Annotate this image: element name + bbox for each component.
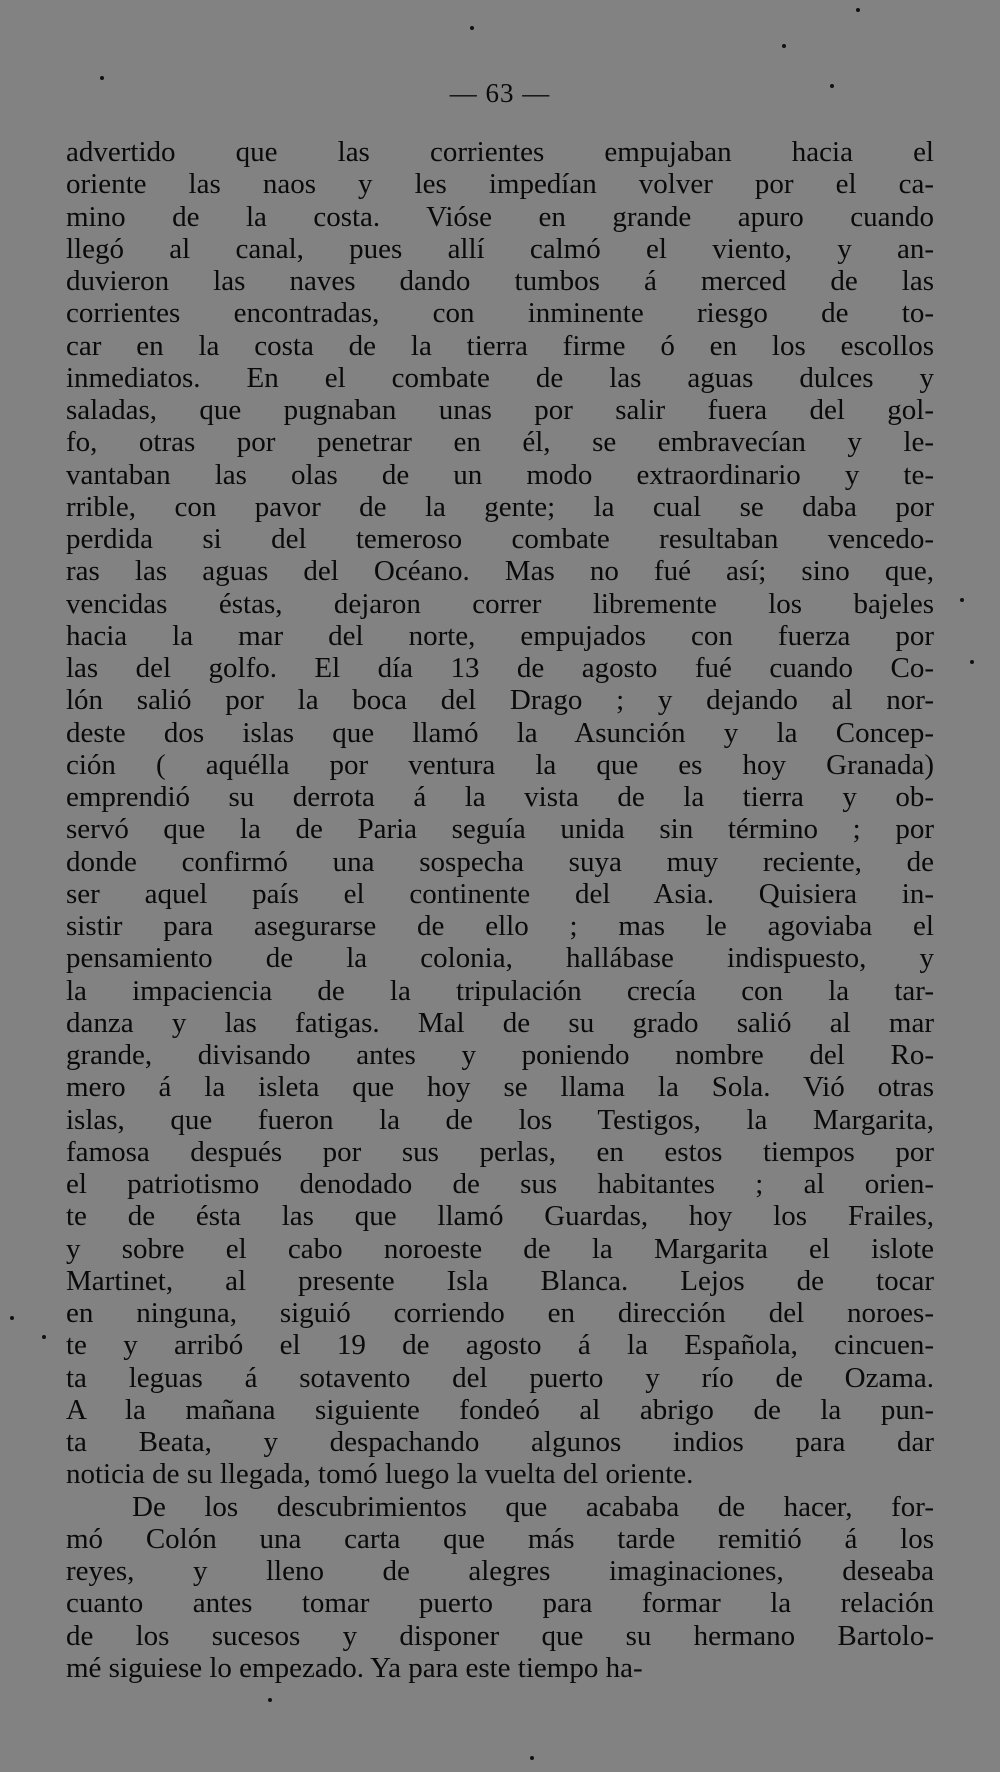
text-line: la impaciencia de la tripulación crecía con la tar- xyxy=(66,974,934,1007)
print-speck xyxy=(10,1316,14,1320)
text-line: ción ( aquélla por ventura la que es hoy Granada) xyxy=(66,748,934,781)
text-line: emprendió su derrota á la vista de la tierra y ob- xyxy=(66,781,934,813)
text-line: mero á la isleta que hoy se llama la Sola. Vió otras xyxy=(66,1071,934,1104)
text-line: donde confirmó una sospecha suya muy reciente, de xyxy=(66,845,934,878)
text-line: de los sucesos y disponer que su hermano Bartolo- xyxy=(66,1619,934,1652)
text-line: duvieron las naves dando tumbos á merced de las xyxy=(66,265,934,297)
text-line: oriente las naos y les impedían volver por el ca- xyxy=(66,168,934,201)
print-speck xyxy=(100,76,104,80)
print-speck xyxy=(470,26,474,30)
text-line: famosa después por sus perlas, en estos tiempos por xyxy=(66,1135,934,1168)
text-line: te y arribó el 19 de agosto á la Española, cincuen- xyxy=(66,1329,934,1362)
text-line: islas, que fueron la de los Testigos, la Margarita, xyxy=(66,1103,934,1136)
text-line: sistir para asegurarse de ello ; mas le agoviaba el xyxy=(66,910,934,942)
text-line: deste dos islas que llamó la Asunción y la Concep- xyxy=(66,716,934,749)
text-line: cuanto antes tomar puerto para formar la relación xyxy=(66,1587,934,1620)
text-line: vencidas éstas, dejaron correr libremente los bajeles xyxy=(66,587,934,620)
text-line: noticia de su llegada, tomó luego la vuelta del oriente. xyxy=(66,1458,694,1491)
text-line: mino de la costa. Vióse en grande apuro cuando xyxy=(66,200,934,233)
page-number: — 63 — xyxy=(449,78,551,108)
text-line: mé siguiese lo empezado. Ya para este tiempo ha- xyxy=(66,1651,643,1684)
text-line: ras las aguas del Océano. Mas no fué así; sino que, xyxy=(66,555,934,588)
text-line: ser aquel país el continente del Asia. Quisiera in- xyxy=(66,877,934,910)
text-line: vantaban las olas de un modo extraordinario y te- xyxy=(66,458,934,491)
text-line: mó Colón una carta que más tarde remitió á los xyxy=(66,1522,934,1555)
print-speck xyxy=(856,8,860,12)
text-line: advertido que las corrientes empujaban hacia el xyxy=(66,136,934,168)
text-line: te de ésta las que llamó Guardas, hoy los Frailes, xyxy=(66,1200,934,1233)
text-line: Martinet, al presente Isla Blanca. Lejos de tocar xyxy=(66,1264,934,1297)
text-line: corrientes encontradas, con inminente riesgo de to- xyxy=(66,297,934,330)
text-line: llegó al canal, pues allí calmó el viento, y an- xyxy=(66,232,934,265)
text-line: fo, otras por penetrar en él, se embravecían y le- xyxy=(66,426,934,459)
text-line: pensamiento de la colonia, hallábase indispuesto, y xyxy=(66,942,934,975)
text-line: saladas, que pugnaban unas por salir fuera del gol- xyxy=(66,394,934,426)
print-speck xyxy=(782,44,786,48)
text-line: ta Beata, y despachando algunos indios para dar xyxy=(66,1426,934,1458)
text-line: y sobre el cabo noroeste de la Margarita el islote xyxy=(66,1232,934,1265)
text-line: De los descubrimientos que acababa de hacer, for- xyxy=(132,1490,934,1523)
text-line: rrible, con pavor de la gente; la cual se daba por xyxy=(66,490,934,523)
print-speck xyxy=(960,598,964,602)
body-text xyxy=(66,136,934,1684)
text-line: hacia la mar del norte, empujados con fuerza por xyxy=(66,619,934,652)
text-line: reyes, y lleno de alegres imaginaciones, deseaba xyxy=(66,1555,934,1587)
text-line: en ninguna, siguió corriendo en dirección del noroes- xyxy=(66,1297,934,1329)
print-speck xyxy=(830,84,834,88)
print-speck xyxy=(268,1698,272,1702)
text-line: perdida si del temeroso combate resultaban vencedo- xyxy=(66,523,934,555)
text-line: ta leguas á sotavento del puerto y río de Ozama. xyxy=(66,1361,934,1394)
text-line: las del golfo. El día 13 de agosto fué cuando Co- xyxy=(66,652,934,684)
text-line: el patriotismo denodado de sus habitantes ; al orien- xyxy=(66,1168,934,1200)
text-line: lón salió por la boca del Drago ; y dejando al nor- xyxy=(66,684,934,717)
text-line: A la mañana siguiente fondeó al abrigo de la pun- xyxy=(66,1393,934,1426)
text-line: car en la costa de la tierra firme ó en los escollos xyxy=(66,329,934,362)
text-line: danza y las fatigas. Mal de su grado salió al mar xyxy=(66,1006,934,1039)
print-speck xyxy=(42,1335,46,1339)
print-speck xyxy=(970,660,974,664)
text-line: servó que la de Paria seguía unida sin término ; por xyxy=(66,813,934,846)
text-line: inmediatos. En el combate de las aguas dulces y xyxy=(66,361,934,394)
text-line: grande, divisando antes y poniendo nombre del Ro- xyxy=(66,1039,934,1071)
print-speck xyxy=(530,1756,534,1760)
